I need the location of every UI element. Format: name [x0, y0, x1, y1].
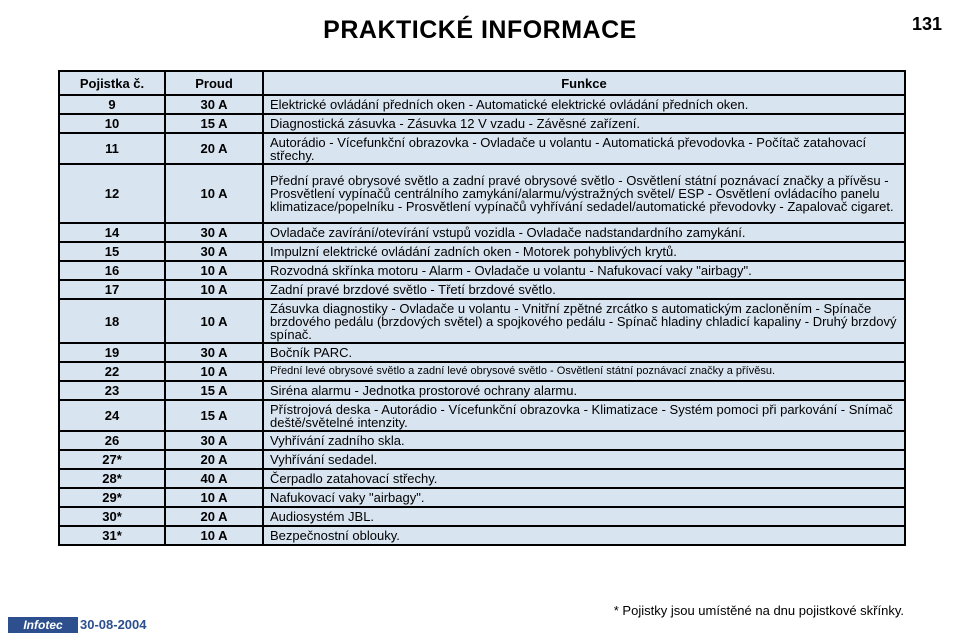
- table-row: [59, 280, 905, 299]
- fuse-number: 31*: [59, 526, 165, 545]
- fuse-number: 29*: [59, 488, 165, 507]
- column-header-function: Funkce: [263, 71, 905, 95]
- fuse-current: 20 A: [165, 450, 263, 469]
- fuse-number: 26: [59, 431, 165, 450]
- fuse-number: 17: [59, 280, 165, 299]
- fuse-current: 10 A: [165, 261, 263, 280]
- table-row: [59, 164, 905, 223]
- fuse-function: Vyhřívání sedadel.: [263, 450, 905, 469]
- column-header-fuse: Pojistka č.: [59, 71, 165, 95]
- fuse-function: Nafukovací vaky "airbagy".: [263, 488, 905, 507]
- fuse-number: 19: [59, 343, 165, 362]
- fuse-current: 10 A: [165, 299, 263, 343]
- fuse-current: 30 A: [165, 431, 263, 450]
- page-number: 131: [911, 14, 942, 34]
- fuse-function: Siréna alarmu - Jednotka prostorové ochrany alarmu.: [263, 381, 905, 400]
- fuse-number: 15: [59, 242, 165, 261]
- fuse-function: Autorádio - Vícefunkční obrazovka - Ovladače u volantu - Automatická převodovka - Počítač zatahovací střechy.: [263, 133, 905, 164]
- table-row: [59, 95, 905, 114]
- fuse-function: Ovladače zavírání/otevírání vstupů vozidla - Ovladače nadstandardního zamykání.: [263, 223, 905, 242]
- fuse-function: Přední pravé obrysové světlo a zadní pravé obrysové světlo - Osvětlení státní poznávací značky a přívěsu - Prosvětlení vypínačů centrálního zamykání/alarmu/výstražných světel/ ESP - Osvětlení ovládacího panelu klimatizace/popelníku - Prosvětlení vypínačů vyhřívání sedadel/automatické převodovky - Zapalovač cigaret.: [263, 164, 905, 223]
- fuse-current: 15 A: [165, 400, 263, 431]
- fuse-current: 40 A: [165, 469, 263, 488]
- fuse-number: 9: [59, 95, 165, 114]
- table-row: [59, 488, 905, 507]
- fuse-current: 30 A: [165, 95, 263, 114]
- fuse-function: Diagnostická zásuvka - Zásuvka 12 V vzadu - Závěsné zařízení.: [263, 114, 905, 133]
- table-row: [59, 526, 905, 545]
- table-row: [59, 469, 905, 488]
- fuse-current: 10 A: [165, 164, 263, 223]
- table-row: [59, 381, 905, 400]
- table-row: [59, 450, 905, 469]
- table-row: [59, 223, 905, 242]
- fuse-current: 10 A: [165, 280, 263, 299]
- fuse-table: [58, 70, 906, 546]
- fuse-number: 27*: [59, 450, 165, 469]
- fuse-current: 30 A: [165, 242, 263, 261]
- fuse-current: 20 A: [165, 133, 263, 164]
- fuse-number: 30*: [59, 507, 165, 526]
- fuse-function: Bezpečnostní oblouky.: [263, 526, 905, 545]
- table-row: [59, 299, 905, 343]
- fuse-function: Audiosystém JBL.: [263, 507, 905, 526]
- fuse-current: 30 A: [165, 223, 263, 242]
- fuse-function: Přístrojová deska - Autorádio - Vícefunkční obrazovka - Klimatizace - Systém pomoci při parkování - Snímač deště/světelné intenzity.: [263, 400, 905, 431]
- fuse-function: Rozvodná skřínka motoru - Alarm - Ovladače u volantu - Nafukovací vaky "airbagy".: [263, 261, 905, 280]
- fuse-number: 10: [59, 114, 165, 133]
- fuse-number: 16: [59, 261, 165, 280]
- fuse-number: 18: [59, 299, 165, 343]
- fuse-current: 15 A: [165, 381, 263, 400]
- fuse-current: 10 A: [165, 526, 263, 545]
- fuse-current: 15 A: [165, 114, 263, 133]
- table-row: [59, 431, 905, 450]
- fuse-current: 30 A: [165, 343, 263, 362]
- column-header-current: Proud: [165, 71, 263, 95]
- fuse-number: 22: [59, 362, 165, 381]
- infotec-logo: Infotec: [8, 617, 78, 633]
- fuse-current: 10 A: [165, 362, 263, 381]
- table-row: [59, 507, 905, 526]
- page-title: PRAKTICKÉ INFORMACE: [323, 16, 637, 44]
- footer-date: 30-08-2004: [80, 617, 147, 632]
- fuse-current: 20 A: [165, 507, 263, 526]
- table-row: [59, 343, 905, 362]
- table-header-row: [59, 71, 905, 95]
- fuse-number: 14: [59, 223, 165, 242]
- table-row: [59, 133, 905, 164]
- table-row: [59, 362, 905, 381]
- table-row: [59, 261, 905, 280]
- fuse-function: Čerpadlo zatahovací střechy.: [263, 469, 905, 488]
- fuse-number: 28*: [59, 469, 165, 488]
- fuse-function: Elektrické ovládání předních oken - Automatické elektrické ovládání předních oken.: [263, 95, 905, 114]
- fuse-function: Zásuvka diagnostiky - Ovladače u volantu - Vnitřní zpětné zrcátko s automatickým zacloněním - Spínače brzdového pedálu (brzdových světel) a spojkového pedálu - Spínač hladiny chladicí kapaliny - Druhý brzdový spínač.: [263, 299, 905, 343]
- fuse-number: 11: [59, 133, 165, 164]
- fuse-number: 23: [59, 381, 165, 400]
- fuse-function: Zadní pravé brzdové světlo - Třetí brzdové světlo.: [263, 280, 905, 299]
- table-row: [59, 114, 905, 133]
- table-row: [59, 242, 905, 261]
- fuse-function: Impulzní elektrické ovládání zadních oken - Motorek pohyblivých krytů.: [263, 242, 905, 261]
- fuse-current: 10 A: [165, 488, 263, 507]
- fuse-function: Bočník PARC.: [263, 343, 905, 362]
- fuse-function: Vyhřívání zadního skla.: [263, 431, 905, 450]
- fuse-number: 12: [59, 164, 165, 223]
- table-row: [59, 400, 905, 431]
- fuse-function: Přední levé obrysové světlo a zadní levé obrysové světlo - Osvětlení státní poznávací značky a přívěsu.: [263, 362, 905, 381]
- fuse-number: 24: [59, 400, 165, 431]
- footnote: * Pojistky jsou umístěné na dnu pojistkové skřínky.: [613, 603, 904, 618]
